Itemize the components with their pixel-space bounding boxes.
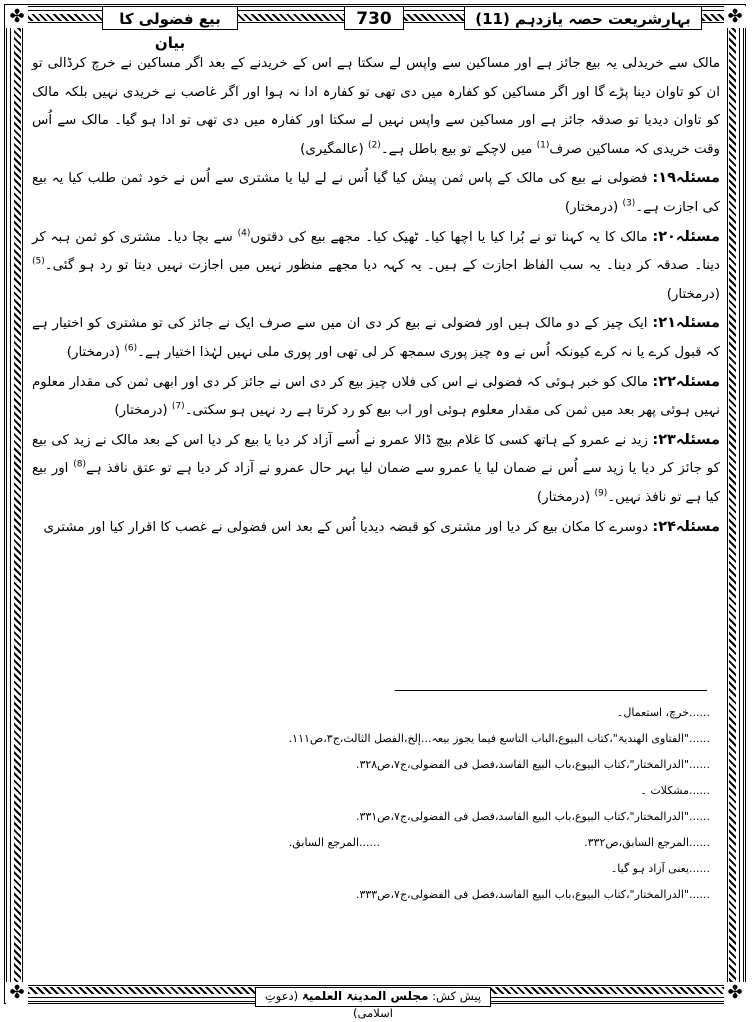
source-citation: (درمختار) — [564, 199, 619, 215]
masala-label: مسئلہ۱۹: — [652, 170, 720, 187]
masala-label: مسئلہ۲۰: — [652, 228, 720, 245]
footnote-3: ......"الدرالمختار"،کتاب البیوع،باب البیع الفاسد،فصل فی الفضولی،ج۷،ص۳۲۸. — [355, 758, 710, 771]
chapter-title: بیع فضولی کا بیان — [102, 6, 238, 30]
footnote-7: ......المرجع السابق. — [288, 836, 380, 849]
source-citation: (درمختار) — [666, 286, 720, 302]
corner-ornament-icon: ✤ — [6, 982, 28, 1004]
footnote-ref: (3) — [622, 198, 636, 209]
footnote-ref: (4) — [237, 228, 251, 239]
footnote-6: ......المرجع السابق،ص۳۳۲. — [584, 836, 710, 849]
corner-ornament-icon: ✤ — [6, 6, 28, 28]
footnotes — [40, 700, 710, 908]
masala-22: مسئلہ۲۲: مالک کو خبر ہوئی کہ فضولی نے اس کی فلاں چیز بیع کر دی اس نے جائز کر دی اور ابھی ثمن کی مقدار معلوم نہیں ہوئی پھر بعد میں ثمن کی مقدار معلوم ہوئی اور اب بیع کو رد کرتا ہے رد نہیں ہو سکتی۔$^{(7)}$ (درمختار) — [32, 373, 720, 419]
page-header — [28, 4, 722, 52]
masala-21: مسئلہ۲۱: ایک چیز کے دو مالک ہیں اور فضولی نے بیع کر دی ان میں سے صرف ایک نے جائز کی تو مشتری کو اختیار ہے کہ قبول کرے یا نہ کرے کیونکہ اُس نے وہ چیز پوری سمجھ کر لی تھی اور پوری ملی نہیں لہٰذا اختیار ہے۔$^{(6)}$ (درمختار) — [32, 315, 720, 360]
corner-ornament-icon: ✤ — [724, 982, 746, 1004]
masala-label: مسئلہ۲۲: — [652, 373, 720, 390]
masala-24: مسئلہ۲۴: دوسرے کا مکان بیع کر دیا اور مشتری کو قبضہ دیدیا اُس کے بعد اس فضولی نے غصب کا اقرار کیا اور مشتری — [43, 518, 720, 535]
footnote-2: ......"الفتاوی الھندیۃ"،کتاب البیوع،الباب التاسع فیما یجوز بیعہ...إلخ،الفصل الثالث،ج۳،ص۱۱۱. — [288, 732, 710, 745]
footnote-5: ......"الدرالمختار"،کتاب البیوع،باب البیع الفاسد،فصل فی الفضولی،ج۷،ص۳۳۱. — [355, 810, 710, 823]
footnote-ref: (7) — [171, 401, 185, 412]
footnote-8: ......یعنی آزاد ہو گیا۔ — [610, 862, 710, 875]
masala-label: مسئلہ۲۴: — [652, 518, 720, 535]
footnote-ref: (6) — [124, 343, 138, 354]
masala-label: مسئلہ۲۱: — [652, 315, 720, 332]
footnote-ref: (5) — [32, 256, 45, 267]
footnote-ref: (1) — [536, 140, 550, 151]
footnote-pair — [40, 830, 710, 856]
footer-prefix: پیش کش: — [432, 989, 482, 1003]
source-citation: (درمختار) — [114, 403, 168, 419]
main-text — [32, 50, 720, 542]
paragraph: مالک سے خریدلی یہ بیع جائز ہے اور مساکین سے واپس لے سکتا ہے اس کے خریدنے کے بعد اگر مساکین نے خرچ کرڈالی تو ان کو تاوان دینا پڑے گا اور اگر مساکین کو کفارہ میں دی تھی تو کفارہ ادا نہ ہوا اور اگر غاصب نے خریدی نہیں بلکہ مالک کو تاوان دیدیا تو صدقہ جائز ہے اور مساکین سے واپس نہیں لے سکتا اور کفارہ میں دی تھی تو ادا ہو گیا۔ مالک سے اُس وقت خریدی کہ مساکین صرف$^{(1)}$ میں لاچکے تو بیع باطل ہے۔$^{(2)}$ (عالمگیری) — [32, 56, 720, 157]
publisher-name: مجلس المدینۃ العلمیۃ — [301, 989, 429, 1003]
footnote-4: ......مشکلات ۔ — [640, 784, 710, 797]
footnote-ref: (9) — [594, 488, 608, 499]
masala-label: مسئلہ۲۳: — [652, 431, 720, 448]
footnote-1: ......خرچ، استعمال۔ — [616, 706, 710, 719]
book-title: بہارِشریعت حصہ یازدہم (11) — [464, 6, 702, 30]
footnote-9: ......"الدرالمختار"،کتاب البیوع،باب البیع الفاسد،فصل فی الفضولی،ج۷،ص۳۳۳. — [355, 888, 710, 901]
publisher-footer — [255, 987, 491, 1020]
footnote-ref: (2) — [368, 140, 381, 151]
footnote-ref: (8) — [73, 459, 87, 470]
source-citation: (درمختار) — [536, 489, 591, 505]
masala-19: مسئلہ۱۹: فضولی نے بیع کی مالک کے پاس ثمن پیش کیا گیا اُس نے لے لیا یا مشتری سے اُس نے خود ثمن طلب کیا یہ بیع کی اجازت ہے۔$^{(3)}$ (درمختار) — [32, 170, 720, 215]
page-number: 730 — [344, 6, 404, 30]
source-citation: (درمختار) — [66, 344, 121, 360]
source-citation: (عالمگیری) — [300, 141, 364, 157]
masala-23: مسئلہ۲۳: زید نے عمرو کے ہاتھ کسی کا غلام بیچ ڈالا عمرو نے اُسے آزاد کر دیا یا بیع کر دیا اس کے بعد مالک نے زید کی بیع کو جائز کر دیا یا زید سے اُس نے ضمان لیا یا عمرو سے ضمان لیا بہر حال عمرو نے آزاد کر دیا ہے تو عتق نافذ ہے$^{(8)}$ اور بیع کیا ہے تو نافذ نہیں۔$^{(9)}$ (درمختار) — [32, 431, 720, 505]
footer-suffix: (دعوتِ اسلامی) — [264, 989, 393, 1020]
masala-20: مسئلہ۲۰: مالک کا یہ کہنا تو نے بُرا کیا یا اچھا کیا۔ ٹھیک کیا۔ مجھے بیع کی دقتوں$^{(4)}$ سے بچا دیا۔ مشتری کو ثمن ہبہ کر دینا۔ صدقہ کر دینا۔ یہ سب الفاظ اجازت کے ہیں۔ یہ کہہ دیا مجھے منظور نہیں میں اجازت نہیں دیتا تو رد ہو گئی۔$^{(5)}$ (درمختار) — [32, 228, 720, 302]
corner-ornament-icon: ✤ — [724, 6, 746, 28]
footnote-divider — [395, 690, 707, 691]
